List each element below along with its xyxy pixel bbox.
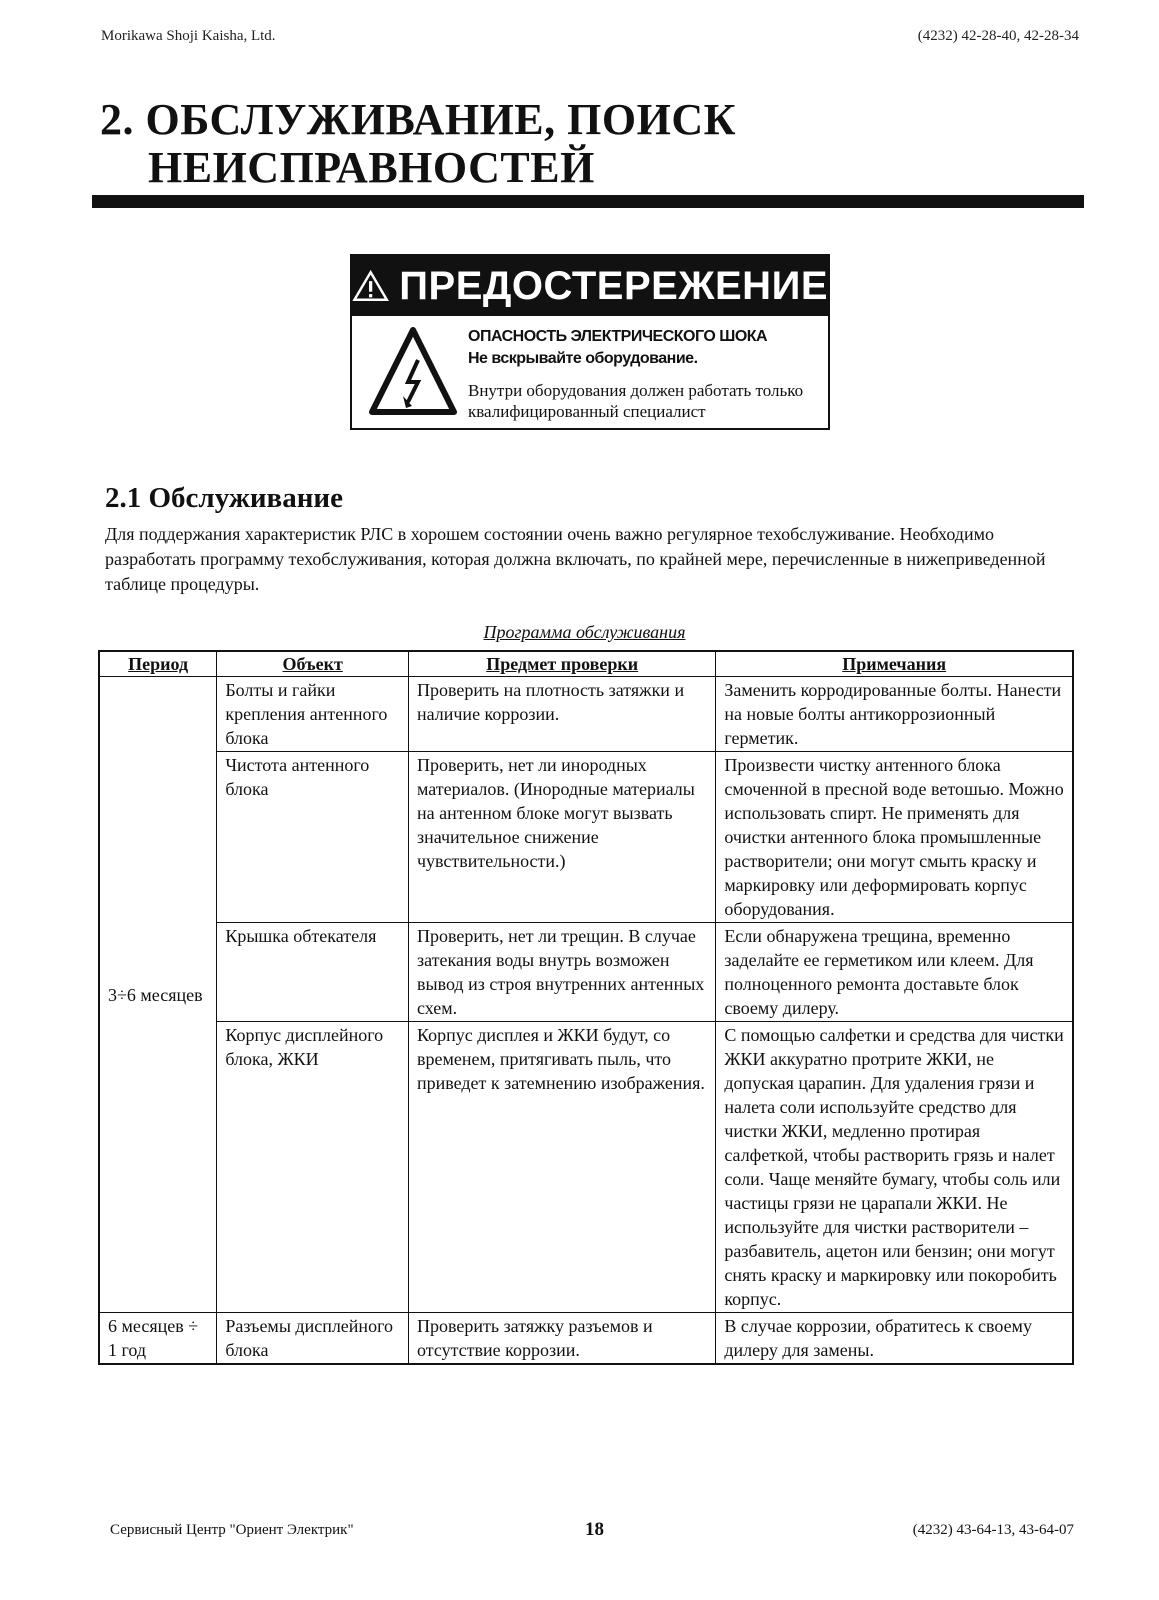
- note-cell: Заменить корродированные болты. Нанести на новые болты антикоррозионный герметик.: [716, 677, 1073, 752]
- object-cell: Болты и гайки крепления антенного блока: [217, 677, 409, 752]
- footer-phone: (4232) 43-64-13, 43-64-07: [912, 1522, 1074, 1538]
- period-cell: 6 месяцев ÷ 1 год: [99, 1313, 217, 1365]
- electric-shock-icon: [368, 326, 458, 418]
- warning-triangle-icon: [352, 266, 389, 306]
- warning-heading: ПРЕДОСТЕРЕЖЕНИЕ: [399, 263, 828, 308]
- table-header-row: [99, 651, 1073, 677]
- chapter-title-line-1: 2. ОБСЛУЖИВАНИЕ, ПОИСК: [100, 95, 737, 144]
- title-rule: [92, 195, 1084, 208]
- note-cell: В случае коррозии, обратитесь к своему дилеру для замены.: [716, 1313, 1073, 1365]
- header-period: Период: [99, 651, 217, 677]
- table-row: [99, 1022, 1073, 1313]
- page-number: 18: [585, 1519, 604, 1540]
- section-title: 2.1 Обслуживание: [105, 482, 344, 514]
- warning-detail-line: Внутри оборудования должен работать только квалифицированный специалист: [468, 381, 804, 421]
- note-cell: Произвести чистку антенного блока смоченной в пресной воде ветошью. Можно использовать спирт. Не применять для очистки антенного блока промышленные растворители; они могут смыть краску и маркировку или деформировать корпус оборудования.: [716, 752, 1073, 923]
- section-intro: Для поддержания характеристик РЛС в хорошем состоянии очень важно регулярное техобслуживание. Необходимо разработать программу техобслуживания, которая должна включать, по крайней мере, перечисленные в нижеприведенной таблице процедуры.: [105, 524, 1046, 594]
- object-cell: Чистота антенного блока: [217, 752, 409, 923]
- check-cell: Проверить на плотность затяжки и наличие коррозии.: [408, 677, 715, 752]
- warning-box: [350, 254, 830, 430]
- check-cell: Проверить, нет ли инородных материалов. (Инородные материалы на антенном блоке могут вызвать значительное снижение чувствительности.): [408, 752, 715, 923]
- check-cell: Проверить затяжку разъемов и отсутствие коррозии.: [408, 1313, 715, 1365]
- header-check: Предмет проверки: [408, 651, 715, 677]
- table-row: [99, 923, 1073, 1022]
- chapter-title-line-2: НЕИСПРАВНОСТЕЙ: [148, 143, 595, 192]
- period-cell: 3÷6 месяцев: [99, 677, 217, 1313]
- header-object: Объект: [217, 651, 409, 677]
- check-cell: Проверить, нет ли трещин. В случае затекания воды внутрь возможен вывод из строя внутренних антенных схем.: [408, 923, 715, 1022]
- header-notes: Примечания: [716, 651, 1073, 677]
- running-header-company: Morikawa Shoji Kaisha, Ltd.: [101, 28, 276, 44]
- warning-hazard-line: ОПАСНОСТЬ ЭЛЕКТРИЧЕСКОГО ШОКА: [468, 328, 768, 345]
- footer-service-center: Сервисный Центр "Ориент Электрик": [110, 1522, 354, 1538]
- table-row: [99, 752, 1073, 923]
- warning-instruction-line: Не вскрывайте оборудование.: [468, 350, 698, 367]
- table-row: [99, 677, 1073, 752]
- note-cell: Если обнаружена трещина, временно заделайте ее герметиком или клеем. Для полноценного ремонта доставьте блок своему дилеру.: [716, 923, 1073, 1022]
- running-header-phone: (4232) 42-28-40, 42-28-34: [917, 28, 1079, 44]
- chapter-title: [100, 96, 1090, 192]
- table-row: [99, 1313, 1073, 1365]
- check-cell: Корпус дисплея и ЖКИ будут, со временем, притягивать пыль, что приведет к затемнению изображения.: [408, 1022, 715, 1313]
- table-caption: Программа обслуживания: [483, 622, 686, 642]
- object-cell: Разъемы дисплейного блока: [217, 1313, 409, 1365]
- object-cell: Корпус дисплейного блока, ЖКИ: [217, 1022, 409, 1313]
- note-cell: С помощью салфетки и средства для чистки ЖКИ аккуратно протрите ЖКИ, не допуская царапин. Для удаления грязи и налета соли используйте средство для чистки ЖКИ, медленно протирая салфеткой, чтобы растворить грязь и налет соли. Чаще меняйте бумагу, чтобы соль или частицы грязи не царапали ЖКИ. Не используйте для чистки растворители – разбавитель, ацетон или бензин; они могут снять краску и маркировку или покоробить корпус.: [716, 1022, 1073, 1313]
- object-cell: Крышка обтекателя: [217, 923, 409, 1022]
- warning-header: [352, 256, 828, 316]
- maintenance-table: [98, 650, 1074, 1365]
